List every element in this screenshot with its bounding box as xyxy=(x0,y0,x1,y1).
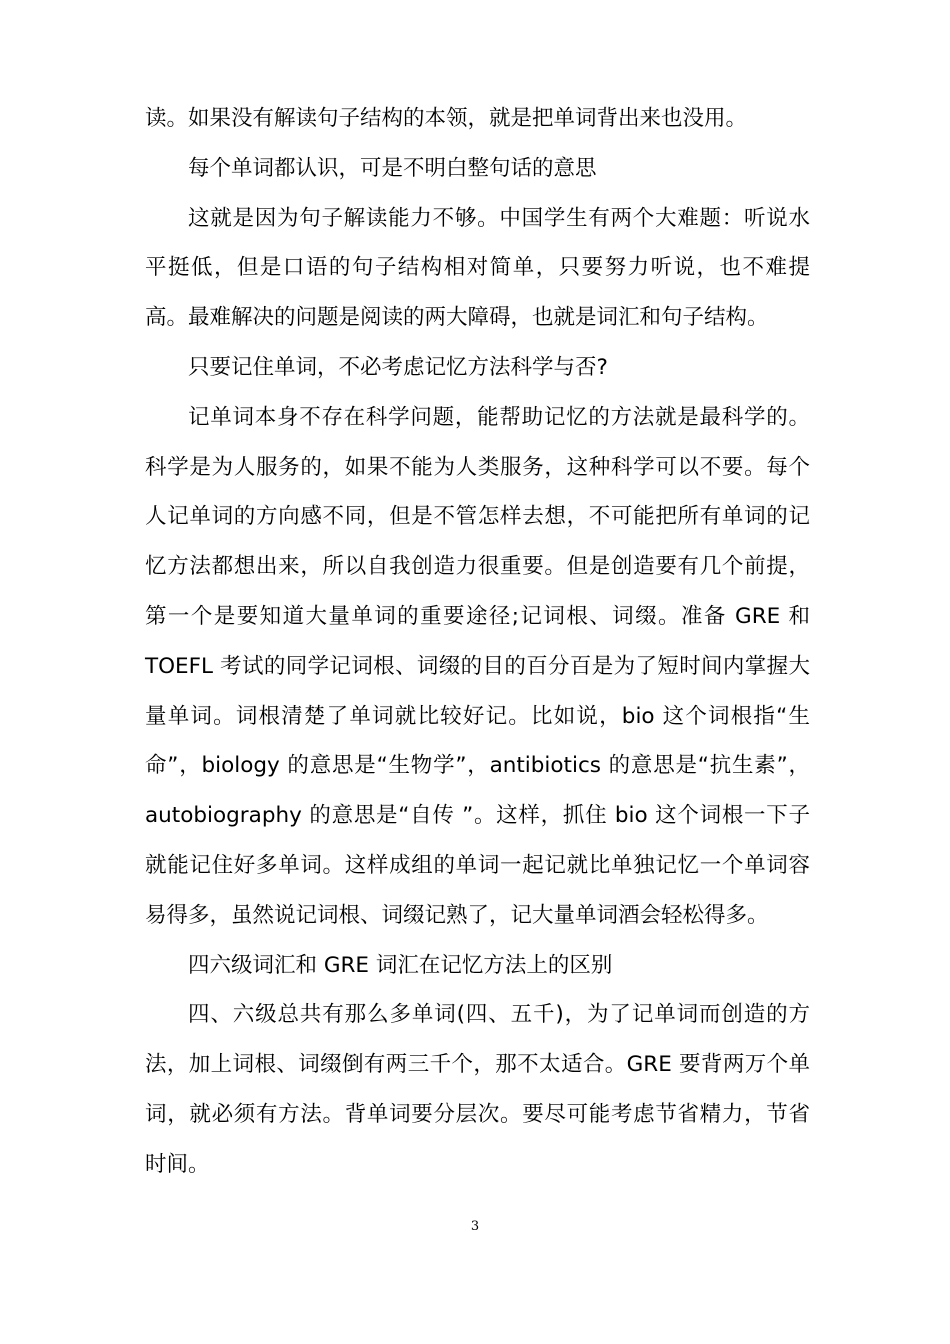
heading-question-1: 每个单词都认识，可是不明白整句话的意思 xyxy=(188,155,597,181)
heading-question-3: 四六级词汇和 GRE 词汇在记忆方法上的区别 xyxy=(188,952,613,978)
paragraph-4: 四、六级总共有那么多单词(四、五千)，为了记单词而创造的方法，加上词根、词缀倒有两三千个，那不太适合。GRE 要背两万个单词，就必须有方法。背单词要分层次。要尽可能考虑节省精力，节省时间。 xyxy=(145,1002,810,1177)
paragraph-3: 记单词本身不存在科学问题，能帮助记忆的方法就是最科学的。科学是为人服务的，如果不能为人类服务，这种科学可以不要。每个人记单词的方向感不同，但是不管怎样去想，不可能把所有单词的记忆方法都想出来，所以自我创造力很重要。但是创造要有几个前提，第一个是要知道大量单词的重要途径;记词根、词缀。准备 GRE 和 TOEFL 考试的同学记词根、词缀的目的百分百是为了短时间内掌握大量单词。词根清楚了单词就比较好记。比如说，bio 这个词根指“生命”，biology 的意思是“生物学”，antibiotics 的意思是“抗生素”，autobiography 的意思是“自传 ”。这样，抓住 bio 这个词根一下子就能记住好多单词。这样成组的单词一起记就比单独记忆一个单词容易得多，虽然说记词根、词缀记熟了，记大量单词酒会轻松得多。 xyxy=(145,404,810,928)
heading-question-2: 只要记住单词，不必考虑记忆方法科学与否? xyxy=(188,354,608,380)
page-number: 3 xyxy=(470,1219,480,1234)
paragraph-1: 读。如果没有解读句子结构的本领，就是把单词背出来也没用。 xyxy=(145,106,748,131)
paragraph-2: 这就是因为句子解读能力不够。中国学生有两个大难题：听说水平挺低，但是口语的句子结构相对简单，只要努力听说，也不难提高。最难解决的问题是阅读的两大障碍，也就是词汇和句子结构。 xyxy=(145,205,810,331)
body-text xyxy=(145,94,810,1190)
